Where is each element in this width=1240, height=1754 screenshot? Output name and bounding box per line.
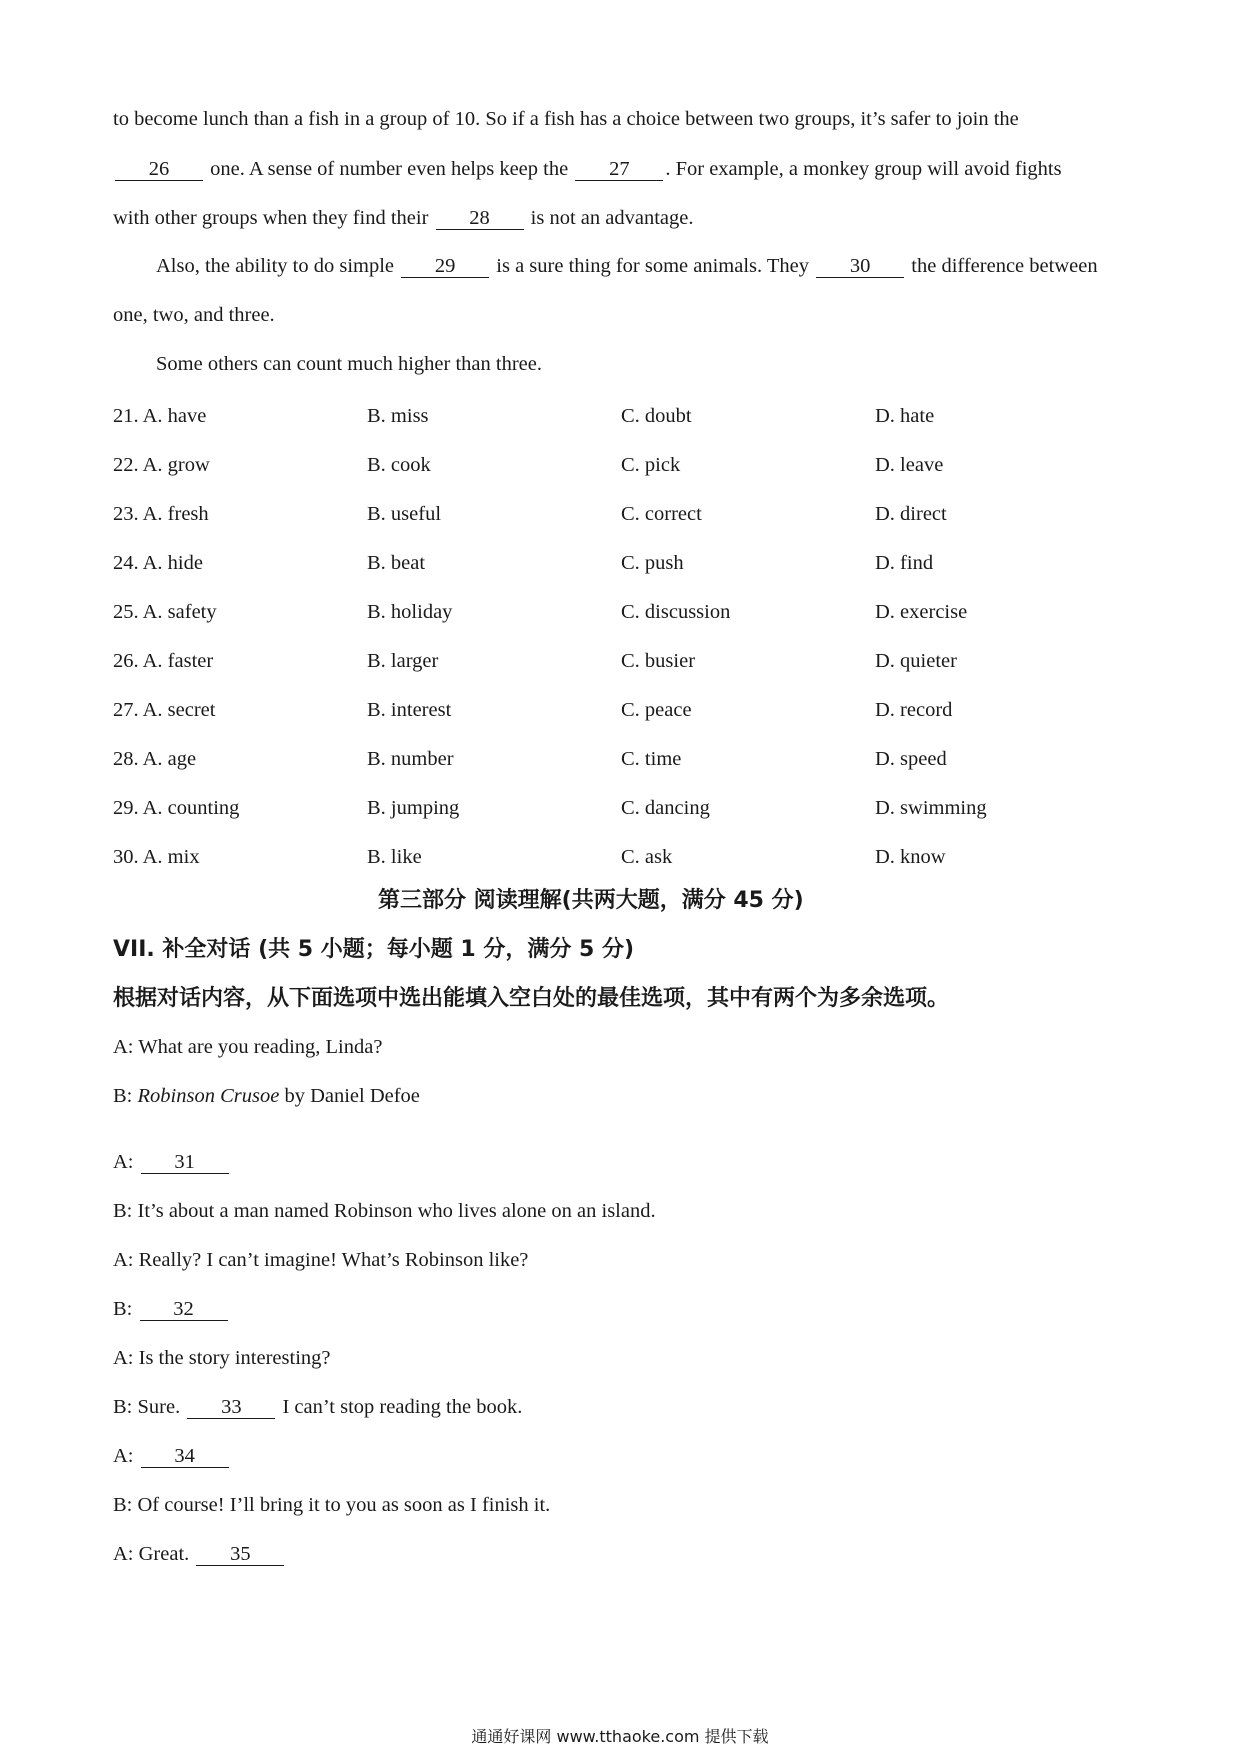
question-number: 29. [113, 797, 139, 819]
passage-line-2 [113, 156, 1062, 182]
section7-instruction: 根据对话内容，从下面选项中选出能填入空白处的最佳选项，其中有两个为多余选项。 [113, 986, 950, 1011]
section7-title: VII. 补全对话 (共 5 小题；每小题 1 分，满分 5 分) [113, 937, 635, 962]
dialogue-speaker: B: [113, 1085, 138, 1107]
option-b: B. like [367, 846, 422, 868]
dialogue-line [113, 1247, 528, 1273]
dialogue-text: I can’t stop reading the book. [282, 1396, 523, 1418]
option-d: D. leave [875, 454, 944, 476]
option-b: B. holiday [367, 601, 453, 623]
passage-line-4 [156, 253, 1098, 279]
option-text: A. counting [142, 797, 240, 819]
option-d: D. exercise [875, 601, 968, 623]
option-c: C. dancing [621, 797, 710, 819]
dialogue-line [113, 1443, 231, 1469]
passage-text: is a sure thing for some animals. They [496, 255, 810, 277]
question-number: 27. [113, 699, 139, 721]
option-a [113, 452, 210, 478]
dialogue-text: A: Really? I can’t imagine! What’s Robinson like? [113, 1249, 529, 1271]
dialogue-line [113, 1345, 330, 1371]
blank-26: 26 [115, 158, 203, 181]
option-d: D. swimming [875, 797, 987, 819]
passage-line-3 [113, 205, 693, 231]
option-text: A. faster [142, 650, 214, 672]
option-c: C. discussion [621, 601, 731, 623]
option-row [113, 844, 1113, 872]
page-footer: 通通好课网 www.tthaoke.com 提供下载 [471, 1727, 769, 1746]
blank-34: 34 [141, 1445, 229, 1468]
dialogue-speaker: A: [113, 1151, 134, 1173]
question-number: 26. [113, 650, 139, 672]
dialogue-line [113, 1296, 230, 1322]
question-number: 30. [113, 846, 139, 868]
dialogue-line [113, 1034, 382, 1060]
option-a [113, 599, 217, 625]
option-row [113, 599, 1113, 627]
question-number: 21. [113, 405, 139, 427]
option-d: D. record [875, 699, 953, 721]
option-text: A. fresh [142, 503, 209, 525]
passage-text: . For example, a monkey group will avoid fights [665, 158, 1062, 180]
dialogue-text: B: It’s about a man named Robinson who lives alone on an island. [113, 1200, 656, 1222]
option-a [113, 550, 203, 576]
option-row [113, 648, 1113, 676]
option-b: B. cook [367, 454, 431, 476]
option-row [113, 501, 1113, 529]
option-c: C. push [621, 552, 684, 574]
option-c: C. peace [621, 699, 692, 721]
option-c: C. doubt [621, 405, 692, 427]
option-a [113, 403, 206, 429]
question-number: 24. [113, 552, 139, 574]
option-a [113, 501, 209, 527]
question-number: 25. [113, 601, 139, 623]
option-row [113, 795, 1113, 823]
option-c: C. pick [621, 454, 681, 476]
option-row [113, 550, 1113, 578]
option-row [113, 697, 1113, 725]
passage-text: one, two, and three. [113, 304, 275, 326]
blank-29: 29 [401, 255, 489, 278]
option-b: B. useful [367, 503, 442, 525]
dialogue-speaker: A: [113, 1445, 134, 1467]
option-a [113, 844, 200, 870]
passage-text: one. A sense of number even helps keep the [210, 158, 569, 180]
passage-text: is not an advantage. [530, 207, 694, 229]
option-b: B. jumping [367, 797, 460, 819]
option-b: B. larger [367, 650, 439, 672]
blank-27: 27 [575, 158, 663, 181]
passage-line-5 [113, 302, 275, 328]
passage-line-1 [113, 106, 1019, 132]
passage-line-6 [156, 351, 542, 377]
dialogue-line [113, 1541, 286, 1567]
option-d: D. know [875, 846, 946, 868]
passage-text: the difference between [911, 255, 1098, 277]
passage-text: to become lunch than a fish in a group of 10. So if a fish has a choice between two groups, it’s safer to join the [113, 108, 1019, 130]
dialogue-text: by Daniel Defoe [279, 1085, 420, 1107]
option-c: C. busier [621, 650, 696, 672]
dialogue-line [113, 1149, 231, 1175]
section-title: 第三部分 阅读理解(共两大题，满分 45 分) [378, 888, 804, 913]
option-b: B. interest [367, 699, 452, 721]
option-a [113, 746, 196, 772]
option-text: A. secret [142, 699, 216, 721]
blank-30: 30 [816, 255, 904, 278]
option-text: A. grow [142, 454, 210, 476]
option-c: C. correct [621, 503, 702, 525]
blank-28: 28 [436, 207, 524, 230]
option-a [113, 795, 239, 821]
option-row [113, 452, 1113, 480]
option-text: A. age [142, 748, 197, 770]
option-row [113, 403, 1113, 431]
blank-35: 35 [196, 1543, 284, 1566]
book-title: Robinson Crusoe [137, 1085, 280, 1107]
option-text: A. mix [142, 846, 200, 868]
option-c: C. ask [621, 846, 673, 868]
blank-32: 32 [140, 1298, 228, 1321]
option-b: B. miss [367, 405, 429, 427]
dialogue-text: A: Is the story interesting? [113, 1347, 331, 1369]
dialogue-speaker: B: [113, 1298, 133, 1320]
option-d: D. speed [875, 748, 947, 770]
dialogue-text: B: Of course! I’ll bring it to you as soon as I finish it. [113, 1494, 551, 1516]
option-d: D. hate [875, 405, 935, 427]
passage-text: Some others can count much higher than three. [156, 353, 542, 375]
option-a [113, 697, 215, 723]
dialogue-line [113, 1083, 420, 1109]
dialogue-speaker: A: Great. [113, 1543, 190, 1565]
option-c: C. time [621, 748, 682, 770]
dialogue-text: A: What are you reading, Linda? [113, 1036, 383, 1058]
dialogue-line [113, 1394, 522, 1420]
question-number: 22. [113, 454, 139, 476]
option-a [113, 648, 213, 674]
blank-33: 33 [187, 1396, 275, 1419]
option-text: A. safety [142, 601, 217, 623]
dialogue-speaker: B: Sure. [113, 1396, 181, 1418]
option-row [113, 746, 1113, 774]
blank-31: 31 [141, 1151, 229, 1174]
option-d: D. direct [875, 503, 947, 525]
dialogue-line [113, 1198, 656, 1224]
option-b: B. number [367, 748, 454, 770]
option-text: A. have [142, 405, 207, 427]
option-text: A. hide [142, 552, 203, 574]
passage-text: Also, the ability to do simple [156, 255, 395, 277]
passage-text: with other groups when they find their [113, 207, 429, 229]
option-b: B. beat [367, 552, 426, 574]
option-d: D. find [875, 552, 934, 574]
option-d: D. quieter [875, 650, 957, 672]
question-number: 23. [113, 503, 139, 525]
question-number: 28. [113, 748, 139, 770]
dialogue-line [113, 1492, 550, 1518]
